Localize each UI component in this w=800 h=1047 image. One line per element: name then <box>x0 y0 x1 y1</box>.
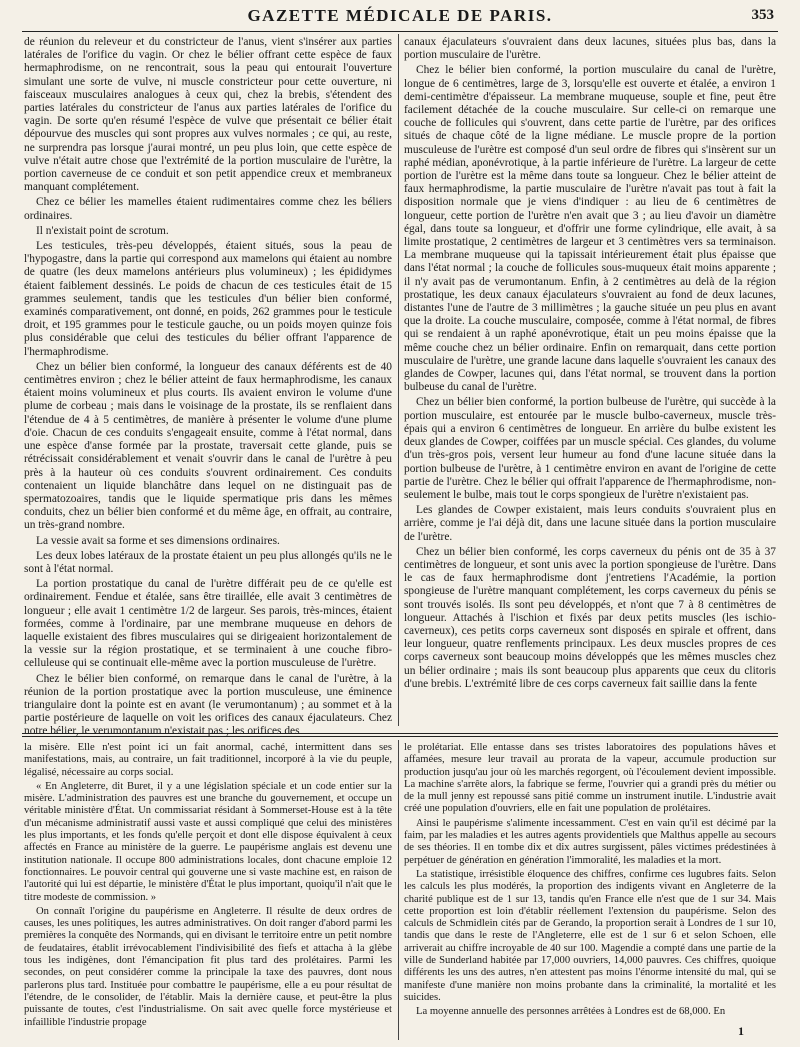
paragraph: le prolétariat. Elle entasse dans ses tristes laboratoires des populations hâves et affamées, mesure leur travail au prorata de la vapeur, accumule production sur production jusqu'au jour où les marchés regorgent, où l'écoulement devient impossible. La machine s'arrête alors, la fabrique se ferme, l'ouvrier qui a grandi près du métier ou de la mull jenny est repoussé sans pitié comme un instrument inutile. L'industrie avait créé une population d'ouvriers, elle en fait une population de prolétaires. <box>404 742 776 815</box>
paragraph: « En Angleterre, dit Buret, il y a une législation spéciale et un code entier sur la misère. L'administration des pauvres est une branche du gouvernement, et occupe un véritable ministère d'État. Un commissariat résidant à Sommerset-House est à la tête d'un mécanisme administratif aussi vaste et aussi compliqué que celui des ministères les plus importants, et les fonds qu'elle perçoit et dont elle dispose équivalent à ceux affectés en France au ministère de la guerre. Le paupérisme anglais est devenu une institution nationale. Il occupe 800 administrations locales, dont chacune emploie 12 fonctionnaires. Le pouvoir central qui gouverne une si vaste machine est, en raison de l'autorité qui lui est départie, le ministère d'État le plus important, quoiqu'il n'ait que le titre modeste de commission. » <box>24 780 392 903</box>
section-rule-lower <box>22 736 778 737</box>
paragraph: Les deux lobes latéraux de la prostate étaient un peu plus allongés qu'ils ne le sont à l'état normal. <box>24 549 392 575</box>
paragraph: canaux éjaculateurs s'ouvraient dans deux lacunes, situées plus bas, dans la portion musculaire de l'urètre. <box>404 36 776 62</box>
paragraph: La moyenne annuelle des personnes arrêtées à Londres est de 68,000. En <box>416 1006 726 1018</box>
header-rule <box>22 31 778 32</box>
paragraph: Les glandes de Cowper existaient, mais leurs conduits s'ouvraient plus en arrière, comme je l'ai déjà dit, dans une lacune située dans la portion musculaire de l'urètre. <box>404 504 776 543</box>
masthead-title: GAZETTE MÉDICALE DE PARIS. <box>247 6 553 25</box>
article-column-left <box>24 36 392 738</box>
paragraph: Chez le bélier bien conformé, la portion musculaire du canal de l'urètre, longue de 6 centimètres, large de 3, lorsqu'elle est ouverte et étalée, a environ 1 demi-centimètre d'épaisseur. La membrane muqueuse, souple et fine, peut être facilement détachée de la couche musculaire. Sur celle-ci on remarque une couche de follicules qui s'ouvrent, dans cette partie de l'urètre, par des orifices situés de chaque côté de la ligne médiane. Le muscle propre de la portion musculeuse de l'urètre est composé d'un seul ordre de fibres qui s'insèrent sur un raphé médian, aponévrotique, à la partie inférieure de l'urètre. La largeur de cette portion de l'urètre est la même dans toute sa longueur. Chez le bélier atteint de faux hermaphrodisme, la partie musculaire de l'urètre n'avait pas tout à fait la disposition normale que je viens d'indiquer : au lieu de 6 centimètres de longueur, cette portion de l'urètre n'en avait que 3 ; au lieu d'avoir un diamètre égal, dans toute sa longueur, et d'offrir une forme cylindrique, elle avait, à sa limite prostatique, 2 centimètres de largeur et 3 centimètres vers sa terminaison. La membrane muqueuse qui la tapissait intérieurement était plus épaisse que dans l'état normal ; la couche de follicules sous-muqueux était moins apparente ; il n'y avait pas de verumontanum. Enfin, à 2 centimètres au delà de la région prostatique, les deux canaux éjaculateurs s'ouvraient au fond de deux lacunes, distantes l'une de l'autre de 3 millimètres ; la gauche située un peu plus en avant que la droite. La couche musculaire, composée, comme à l'état normal, de fibres qui se rendaient à un raphé aponévrotique, était un peu moins épaisse que la même couche chez un bélier ordinaire. Enfin on remarquait, dans cette portion musculaire de l'urètre, une grande lacune dans laquelle s'ouvraient les canaux des glandes de Cowper, lacunes qui, dans l'état normal, se trouvent dans la portion bulbeuse du canal de l'urètre. <box>404 64 776 394</box>
paragraph: Chez le bélier bien conformé, on remarque dans le canal de l'urètre, à la réunion de la portion prostatique avec la portion musculeuse, une éminence triangulaire dont la pointe est en avant (le verumontanum) ; au sommet et à la partie postérieure de laquelle on voit les orifices des canaux éjaculateurs. Chez notre bélier, le verumontanum n'existait pas ; les orifices des <box>24 672 392 738</box>
footnote-marker: 1 <box>738 1024 744 1038</box>
paragraph: Il n'existait point de scrotum. <box>36 224 169 237</box>
paragraph: La vessie avait sa forme et ses dimensions ordinaires. <box>36 534 280 547</box>
column-divider-bottom <box>398 740 399 1040</box>
paragraph: Chez un bélier bien conformé, les corps caverneux du pénis ont de 35 à 37 centimètres de longueur, et sont unis avec la portion spongieuse de l'urètre. Dans le cas de faux hermaphrodisme dont j'entretiens l'Académie, la portion spongieuse de l'urètre manquant complétement, les corps caverneux du pénis se sont trouvés isolés. Ils sont peu développés, et n'ont que 7 à 8 centimètres de longueur. Attachés à l'ischion et fixés par deux petits muscles (les ischio-caverneux), ces petits corps caverneux sont disposés en spirale et offrent, dans leur longueur, quatre renflements principaux. Les deux muscles propres de ces corps caverneux sont beaucoup moins développés que les mêmes muscles chez un bélier ordinaire ; mais ils sont beaucoup plus apparents que ceux du clitoris d'une brebis. L'extrémité libre de ces corps caverneux fait saillie dans la fente <box>404 545 776 690</box>
column-divider-top <box>398 34 399 726</box>
page-header <box>22 6 778 32</box>
paragraph: Les testicules, très-peu développés, étaient situés, sous la peau de l'hypogastre, dans la partie qui correspond aux mamelons qui étaient au nombre de quatre (les deux mamelons antérieurs plus volumineux) ; les épididymes étaient faiblement dessinés. Le poids de chacun de ces testicules était de 15 grammes seulement, tandis que les testicules d'un bélier bien conformé, examinés comparativement, ont donné, en poids, 262 grammes pour le testicule droit, et 195 grammes pour le testicule gauche, ou un poids moyen quinze fois plus considérable que celui des testicules du bélier offrant l'apparence de l'hermaphrodisme. <box>24 240 392 358</box>
feuilleton-column-left <box>24 742 392 1038</box>
paragraph: Chez ce bélier les mamelles étaient rudimentaires comme chez les béliers ordinaires. <box>24 196 392 222</box>
paragraph: Chez un bélier bien conformé, la longueur des canaux déférents est de 40 centimètres environ ; chez le bélier atteint de faux hermaphrodisme, les canaux étaient moins volumineux et plus courts. Ils avaient environ le volume d'une plume de corbeau ; mais dans le voisinage de la prostate, ils se renflaient dans l'étendue de 4 à 5 centimètres, de manière à présenter le volume d'une plume d'oie. Chacun de ces conduits s'engageait ensuite, comme à l'état normal, dans une espèce d'anse formée par la prostate, traversait cette glande, puis se rétrécissait considérablement et venait s'ouvrir dans le canal de l'urètre à peu près à la hauteur où ces conduits s'ouvrent ordinairement. Ces conduits contenaient un liquide blanchâtre dans lequel on ne distinguait pas de spermatozoaires, tandis que le liquide spermatique pris dans les mêmes conduits, chez un bélier bien conformé et du même âge, en offrait, au contraire, un très-grand nombre. <box>24 360 392 532</box>
paragraph: Ainsi le paupérisme s'alimente incessamment. C'est en vain qu'il est décimé par la faim, par les maladies et les autres agents providentiels que Malthus appelle au secours de ses théories. Il en tombe dix et dix autres surgissent, pâles victimes prédestinées à perpétuer de génération en génération l'immoralité, les maladies et la mort. <box>404 817 776 866</box>
page-number: 353 <box>751 7 774 23</box>
paragraph: On connaît l'origine du paupérisme en Angleterre. Il résulte de deux ordres de causes, les unes politiques, les autres administratives. On doit ranger d'abord parmi les premières la conquête des Normands, qui en divisant le territoire entre un petit nombre de feudataires, établit irrévocablement l'indivisibilité des fiefs et attacha à la glèbe tous les indigènes, dont l'émancipation fit plus tard des prolétaires. Parmi les secondes, on peut considérer comme la principale la taxe des pauvres, dont nous parlerons plus tard. Instituée pour combattre le paupérisme, elle a eu pour résultat de l'étendre, de le consolider, de l'établir. Mais la dernière cause, et peut-être la plus puissante de toutes, c'est l'industrialisme. On sait avec quelle force mystérieuse et infaillible l'industrie propage <box>24 905 392 1028</box>
paragraph: la misère. Elle n'est point ici un fait anormal, caché, intermittent dans ses manifestations, mais, au contraire, un fait traditionnel, incorporé à la vie du peuple, légalisé, nécessaire au corps social. <box>24 742 392 778</box>
paragraph: de réunion du releveur et du constricteur de l'anus, vient s'insérer aux parties latérales de l'orifice du vagin. Or chez le bélier offrant cette espèce de faux hermaphrodisme, on ne rencontrait, sous la peau qui entourait l'ouverture simulant une sorte de vulve, ni muscle constricteur pour cette ouverture, ni faisceaux musculaires analogues à ceux qui, chez la brebis, s'étendent des parties latérales du constricteur de l'anus aux parties latérales de l'orifice du vagin. De sorte qu'en résumé l'espèce de vulve que présentait ce bélier était dépourvue des muscles qui sont propres aux vulves normales ; ce qui, au reste, ne surprendra pas lorsque j'aurai montré, un peu plus loin, que cette espèce de vulve n'était autre chose que l'extrémité de la portion musculaire de l'urètre, la portion caverneuse de ce conduit et son petit appendice creux et membraneux manquant complétement. <box>24 36 392 194</box>
paragraph: Chez un bélier bien conformé, la portion bulbeuse de l'urètre, qui succède à la portion musculaire, est entourée par le muscle bulbo-caverneux, muscle très-épais qui a environ 6 centimètres de longueur. En arrière du bulbe existent les deux glandes de Cowper, coiffées par un muscle spécial. Ces glandes, du volume d'un très-gros pois, versent leur humeur au fond d'une lacune située dans la portion bulbeuse de l'urètre, à 1 centimètre environ en avant de l'origine de cette partie de l'urètre. Chez le bélier qui offrait l'apparence de l'hermaphrodisme, non-seulement le bulbe, mais tout le corps spongieux de l'urètre n'existaient pas. <box>404 396 776 501</box>
paragraph: La statistique, irrésistible éloquence des chiffres, confirme ces lugubres faits. Selon les calculs les plus modérés, la proportion des indigents vivant en Angleterre de la charité publique est de 1 sur 13, tandis qu'en France elle n'est que de 1 sur 34. Mais cette proportion est loin d'établir réellement l'extension du paupérisme. Selon des calculs de Schmidlein cités par de Gerando, la proportion serait à Londres de 1 sur 10, tandis que dans le reste de l'Angleterre, elle est de 1 sur 6 et selon Schoen, elle arriverait au chiffre incroyable de 40 sur 100. Magendie a compté dans une partie de la ville de Sunderland habitée par 17,000 ouvriers, 14,000 pauvres. Ces chiffres, quoique différents les uns des autres, n'en attestent pas moins l'énorme intensité du mal, qui se manifeste d'une manière non moins probante dans la criminalité, la mortalité et les suicides. <box>404 868 776 1003</box>
section-rule-upper <box>22 733 778 734</box>
feuilleton-column-right <box>404 742 776 1026</box>
paragraph: La portion prostatique du canal de l'urètre différait peu de ce qu'elle est ordinairement. Fendue et étalée, sans être tiraillée, elle avait 3 centimètres de longueur ; elle avait 1 centimètre 1/2 de largeur. Ses parois, très-minces, étaient formées, comme à l'ordinaire, par une membrane muqueuse en dehors de laquelle existaient des fibres musculaires qui se dirigeaient horizontalement de la vessie sur la région prostatique, et se terminaient à une couche fibro-celluleuse qui se continuait elle-même avec la portion musculeuse de l'urètre. <box>24 578 392 670</box>
article-column-right <box>404 36 776 726</box>
